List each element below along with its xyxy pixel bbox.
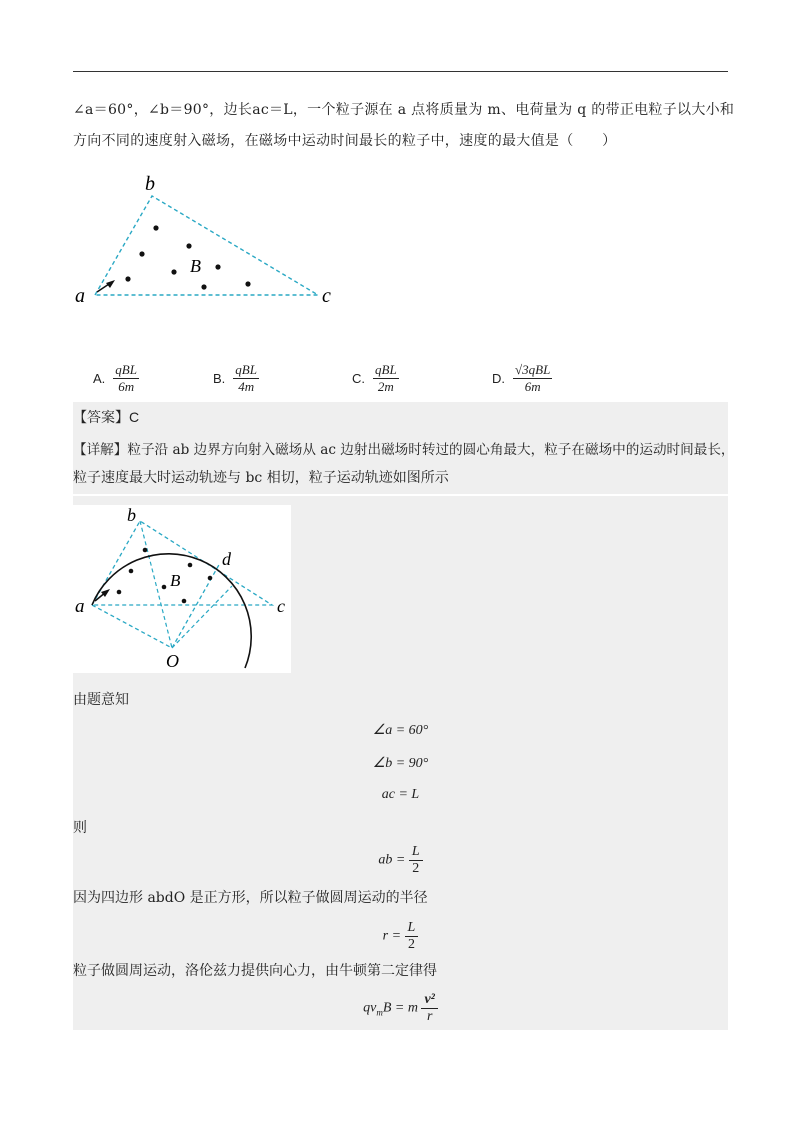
eq-ab-den: 2	[412, 861, 420, 876]
label-a: a	[75, 285, 85, 307]
eq-r-lhs: r =	[382, 928, 402, 944]
eq-ab-lhs: ab =	[378, 852, 406, 868]
option-d[interactable]	[492, 362, 552, 395]
lorentz-text: 粒子做圆周运动，洛伦兹力提供向心力，由牛顿第二定律得	[73, 963, 437, 979]
option-b[interactable]	[213, 362, 259, 395]
label-d: d	[222, 549, 231, 569]
eq-r-den: 2	[407, 937, 415, 952]
label-field-B: B	[170, 571, 181, 590]
eq-newton-num: v²	[421, 992, 437, 1009]
eq-newton-sub: m	[376, 1007, 383, 1018]
option-d-numerator: √3qBL	[515, 362, 551, 377]
option-b-numerator: qBL	[235, 362, 257, 377]
label-c: c	[322, 285, 331, 307]
label-O: O	[166, 651, 179, 671]
detail-line-1-text: 粒子沿 ab 边界方向射入磁场从 ac 边射出磁场时转过的圆心角最大，粒子在磁场中的运动时间最长，	[127, 442, 735, 458]
solution-figure	[73, 505, 291, 673]
because-text: 因为四边形 abdO 是正方形，所以粒子做圆周运动的半径	[73, 890, 428, 906]
option-a-numerator: qBL	[115, 362, 137, 377]
eq-r-num: L	[405, 920, 419, 937]
detail-line-2: 粒子速度最大时运动轨迹与 bc 相切，粒子运动轨迹如图所示	[73, 470, 449, 486]
question-line-2: 方向不同的速度射入磁场，在磁场中运动时间最长的粒子中，速度的最大值是（ ）	[73, 133, 617, 149]
answer-tag: 【答案】	[73, 410, 129, 426]
detail-line-1	[73, 440, 735, 460]
detail-tag: 【详解】	[73, 442, 128, 458]
answer-value: C	[129, 409, 140, 425]
label-b: b	[145, 173, 155, 195]
eq-ab-num: L	[409, 844, 423, 861]
eq-newton-lhs: qv	[363, 1000, 377, 1016]
label-b: b	[127, 505, 136, 525]
equation-ac: ac = L	[381, 787, 420, 802]
then-text: 则	[73, 820, 87, 836]
option-a[interactable]	[93, 362, 139, 395]
option-c-numerator: qBL	[375, 362, 397, 377]
question-figure	[73, 168, 353, 308]
equation-radius	[73, 920, 728, 953]
eq-newton-den: r	[426, 1009, 433, 1024]
option-c-label: C.	[352, 371, 365, 386]
option-a-label: A.	[93, 371, 106, 386]
known-text: 由题意知	[73, 692, 129, 708]
equation-angle-b: ∠b = 90°	[372, 756, 429, 771]
option-c-denominator: 2m	[377, 379, 394, 394]
header-rule	[73, 71, 728, 72]
figure-background	[73, 505, 291, 673]
eq-newton-mid: B = m	[382, 1000, 418, 1016]
label-a: a	[75, 596, 85, 617]
equation-newton	[73, 992, 728, 1025]
label-c: c	[277, 596, 285, 616]
option-d-label: D.	[492, 371, 505, 386]
option-b-label: B.	[213, 371, 226, 386]
option-b-denominator: 4m	[238, 379, 255, 394]
equation-ab	[73, 844, 728, 877]
option-c[interactable]	[352, 362, 399, 395]
option-d-denominator: 6m	[524, 379, 541, 394]
question-line-1: ∠a＝60°，∠b＝90°，边长ac＝L，一个粒子源在 a 点将质量为 m、电荷量为 q 的带正电粒子以大小和	[73, 102, 735, 118]
answer-line	[73, 407, 139, 428]
option-a-denominator: 6m	[118, 379, 135, 394]
field-dots	[125, 225, 250, 289]
equation-angle-a: ∠a = 60°	[372, 723, 429, 738]
label-field-B: B	[190, 256, 201, 276]
arrow-head	[106, 280, 115, 288]
